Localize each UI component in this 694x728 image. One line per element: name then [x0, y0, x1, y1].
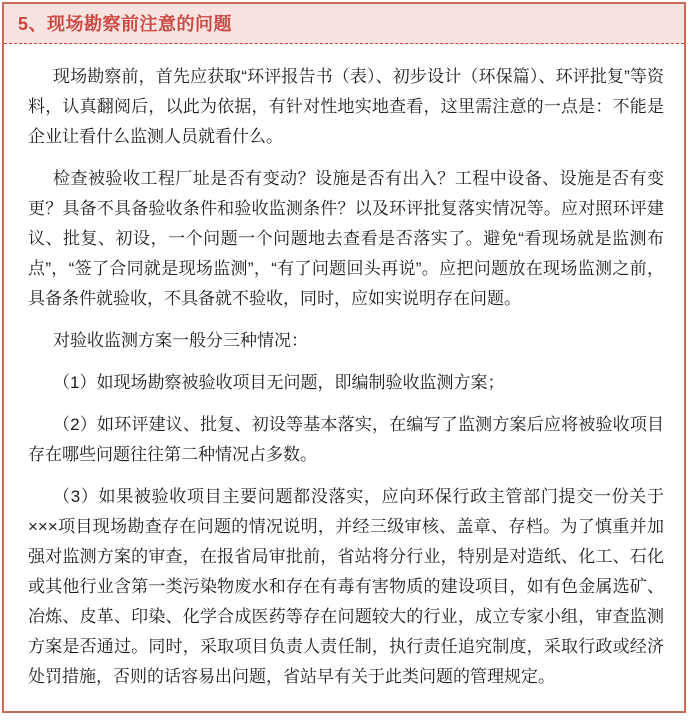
- paragraph-case-3: （3）如果被验收项目主要问题都没落实，应向环保行政主管部门提交一份关于×××项目现场勘查存在问题的情况说明，并经三级审核、盖章、存档。为了慎重并加强对监测方案的审查，在报省局审批前，省站将分行业，特别是对造纸、化工、石化或其他行业含第一类污染物废水和存在有毒有害物质的建设项目，如有色金属选矿、冶炼、皮革、印染、化学合成医药等存在问题较大的行业，成立专家小组，审查监测方案是否通过。同时，采取项目负责人责任制，执行责任追究制度，采取行政或经济处罚措施，否则的话容易出问题，省站早有关于此类问题的管理规定。: [28, 487, 664, 686]
- document-content: [4, 44, 684, 692]
- section-title: 5、现场勘察前注意的问题: [18, 14, 233, 34]
- paragraph-intro: 现场勘察前，首先应获取“环评报告书（表）、初步设计（环保篇）、环评批复”等资料，认真翻阅后，以此为依据，有针对性地实地查看，这里需注意的一点是：不能是企业让看什么监测人员就看什么。: [28, 67, 664, 146]
- document-frame: [2, 2, 686, 713]
- paragraph-three-cases-lead: 对验收监测方案一般分三种情况：: [53, 331, 308, 350]
- section-header: [4, 4, 684, 44]
- paragraph-case-1: （1）如现场勘察被验收项目无问题，即编制验收监测方案；: [53, 373, 505, 392]
- paragraph-case-2: （2）如环评建议、批复、初设等基本落实，在编写了监测方案后应将被验收项目存在哪些问题往往第二种情况占多数。: [28, 415, 664, 464]
- paragraph-inspection-checks: 检查被验收工程厂址是否有变动？设施是否有出入？工程中设备、设施是否有变更？具备不具备验收条件和验收监测条件？以及环评批复落实情况等。应对照环评建议、批复、初设，一个问题一个问题地去查看是否落实了。避免“看现场就是监测布点”，“签了合同就是现场监测”，“有了问题回头再说”。应把问题放在现场监测之前，具备条件就验收，不具备就不验收，同时，应如实说明存在问题。: [28, 169, 664, 308]
